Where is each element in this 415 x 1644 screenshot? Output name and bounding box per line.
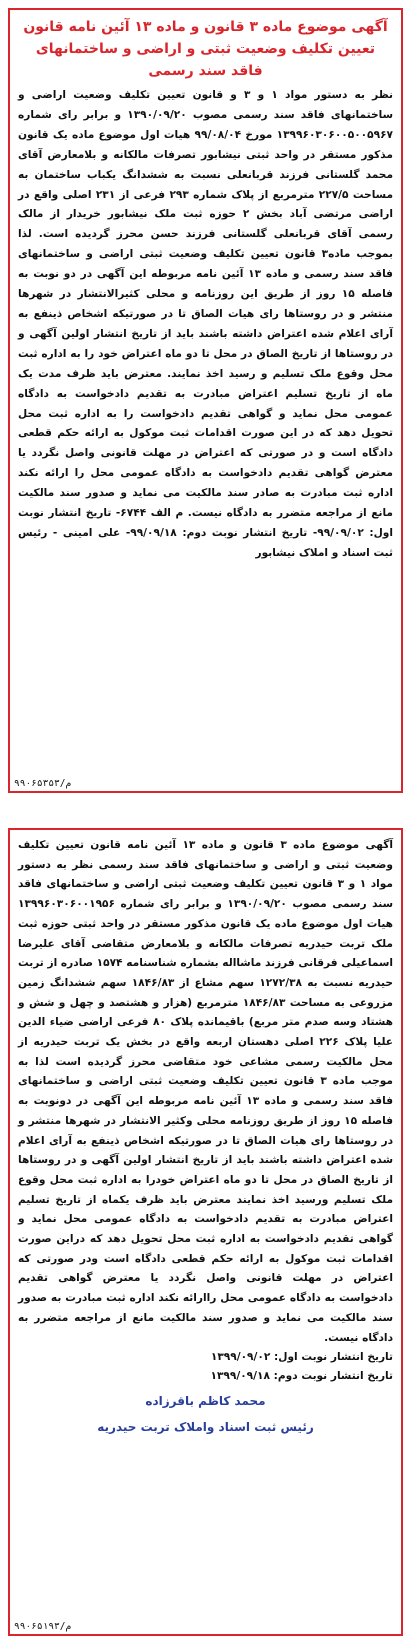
notice-2-body: آگهی موضوع ماده ۳ قانون و ماده ۱۳ آئین نامه قانون تعیین تکلیف وضعیت ثبتی و اراضی و ساختمانهای فاقد سند رسمی نظر به دستور مواد ۱ و ۳ قانون تعیین تکلیف وضعیت ثبتی اراضی و ساختمانهای فاقد سند رسمی مصوب ۱۳۹۰/۰۹/۲۰ و برابر رای شماره ۱۳۹۹۶۰۳۰۶۰۰۱۹۵۶ هیات اول موضوع ماده یک قانون مذکور مستقر در واحد ثبتی حوزه ثبت ملک تربت حیدریه تصرفات مالکانه و بلامعارض متقاضی آقای علیرضا اسماعیلی فرقانی فرزند ماشااله بشماره شناسنامه ۱۵۷۴ صادره از تربت حیدریه نسبت به ۱۲۷۲/۳۸ سهم مشاع از ۱۸۴۶/۸۳ سهم ششدانگ زمین مزروعی به مساحت ۱۸۴۶/۸۳ مترمربع (هزار و هشتصد و چهل و شش و هشتاد وسه صدم متر مربع) باقیمانده پلاک ۸۰ فرعی اراضی ضیاء الدین علیا پلاک ۲۲۶ اصلی دهستان اربعه واقع در بخش یک تربت حیدریه از محل مالکیت رسمی مشاعی خود متقاضی محرز گردیده است لذا به موجب ماده ۳ قانون تعیین تکلیف وضعیت ثبتی اراضی و ساختمانهای فاقد سند رسمی و ماده ۱۳ آئین نامه مربوطه این آگهی در دونوبت به فاصله ۱۵ روز از طریق روزنامه محلی وکثیر الانتشار در شهرها منتشر و در روستاها رای هیات الصاق تا در صورتیکه اشخاص ذینفع به آرای اعلام شده اعتراض داشته باشند باید از تاریخ انتشار اولین آگهی و در روستاها از تاریخ الصاق در محل تا دو ماه اعتراض خودرا به اداره ثبت محل وقوع ملک تسلیم ورسید اخذ نمایند معترض باید ظرف یکماه از تاریخ تسلیم اعتراض مبادرت به تقدیم دادخواست به دادگاه عمومی محل نماید و گواهی تقدیم دادخواست به اداره ثبت محل تحویل دهد که دراین صورت اقدامات ثبت موکول به ارائه حکم قطعی دادگاه است ودر صورتی که اعتراض در مهلت قانونی واصل نگردد یا معترض گواهی تقدیم دادخواست به دادگاه عمومی محل راارائه نکند اداره ثبت مبادرت به صدور سند مالکیت می نماید و صدور سند مالکیت مانع از مراجعه متضرر به دادگاه نیست. (18, 839, 394, 1344)
notice-1-body: نظر به دستور مواد ۱ و ۳ و قانون تعیین تکلیف وضعیت اراضی و ساختمانهای فاقد سند رسمی مصوب ۱۳۹۰/۰۹/۲۰ و برابر رای شماره ۱۳۹۹۶۰۳۰۶۰۰۵۰۰۵۹۶۷ مورخ ۹۹/۰۸/۰۴ هیات اول موضوع ماده یک قانون مذکور مستقر در واحد ثبتی نیشابور تصرفات مالکانه و بلامعارض آقای محمد گلستانی فرزند قربانعلی نسبت به ششدانگ یکباب ساختمان به مساحت ۲۲۷/۵ مترمربع از پلاک شماره ۲۹۳ فرعی از ۲۳۱ اصلی واقع در اراضی مرتضی آباد بخش ۲ حوزه ثبت ملک نیشابور خریدار از مالک رسمی آقای قربانعلی گلستانی فرزند حسن محرز گردیده است. لذا بموجب ماده۳ قانون تعیین تکلیف وضعیت ثبتی اراضی و ساختمانهای فاقد سند رسمی و ماده ۱۳ آئین نامه مربوطه این آگهی در دو نوبت به فاصله ۱۵ روز از طریق این روزنامه و محلی کثیرالانتشار در شهرها منتشر و در روستاها رای هیات الصاق تا در صورتیکه اشخاص ذینفع به آرای اعلام شده اعتراض داشته باشند باید از تاریخ انتشار اولین آگهی و در روستاها از تاریخ الصاق در محل تا دو ماه اعتراض خود را به اداره ثبت محل وقوع ملک تسلیم و رسید اخذ نمایند. معترض باید ظرف مدت یک ماه از تاریخ تسلیم اعتراض مبادرت به تقدیم دادخواست به دادگاه عمومی محل نماید و گواهی تقدیم دادخواست را به اداره ثبت محل تحویل دهد که در این صورت اقدامات ثبت موکول به ارائه حکم قطعی دادگاه است و در صورتی که اعتراض در مهلت قانونی واصل نگردد یا معترض گواهی تقدیم دادخواست به دادگاه عمومی محل را ارائه نکند اداره ثبت مبادرت به صادر سند مالکیت می نماید و صدور سند مالکیت مانع از مراجعه متضرر به دادگاه نیست. م الف ۶۷۴۴- تاریخ انتشار نوبت اول: ۹۹/۰۹/۰۲- تاریخ انتشار نوبت دوم: ۹۹/۰۹/۱۸- علی امینی - رئیس ثبت اسناد و املاک نیشابور (18, 89, 394, 559)
notice-2-code: م/۹۹۰۶۵۱۹۳ (14, 1621, 72, 1632)
notice-1-code: م/۹۹۰۶۵۳۵۳ (14, 778, 72, 789)
notice-2 (8, 828, 403, 1636)
notice-2-pub-second: تاریخ انتشار نوبت دوم: ۱۳۹۹/۰۹/۱۸ (210, 1370, 393, 1383)
signer-name: محمد کاظم باقرزاده (145, 1394, 266, 1409)
signer-title: رئیس ثبت اسناد واملاک تربت حیدریه (97, 1420, 314, 1435)
notice-1-title: آگهی موضوع ماده ۳ قانون و ماده ۱۳ آئین نامه قانون تعیین تکلیف وضعیت ثبتی و اراضی و ساختمانهای فاقد سند رسمی (23, 19, 388, 79)
notice-1 (8, 8, 403, 793)
notice-2-pub-first: تاریخ انتشار نوبت اول: ۱۳۹۹/۰۹/۰۲ (210, 1351, 393, 1364)
